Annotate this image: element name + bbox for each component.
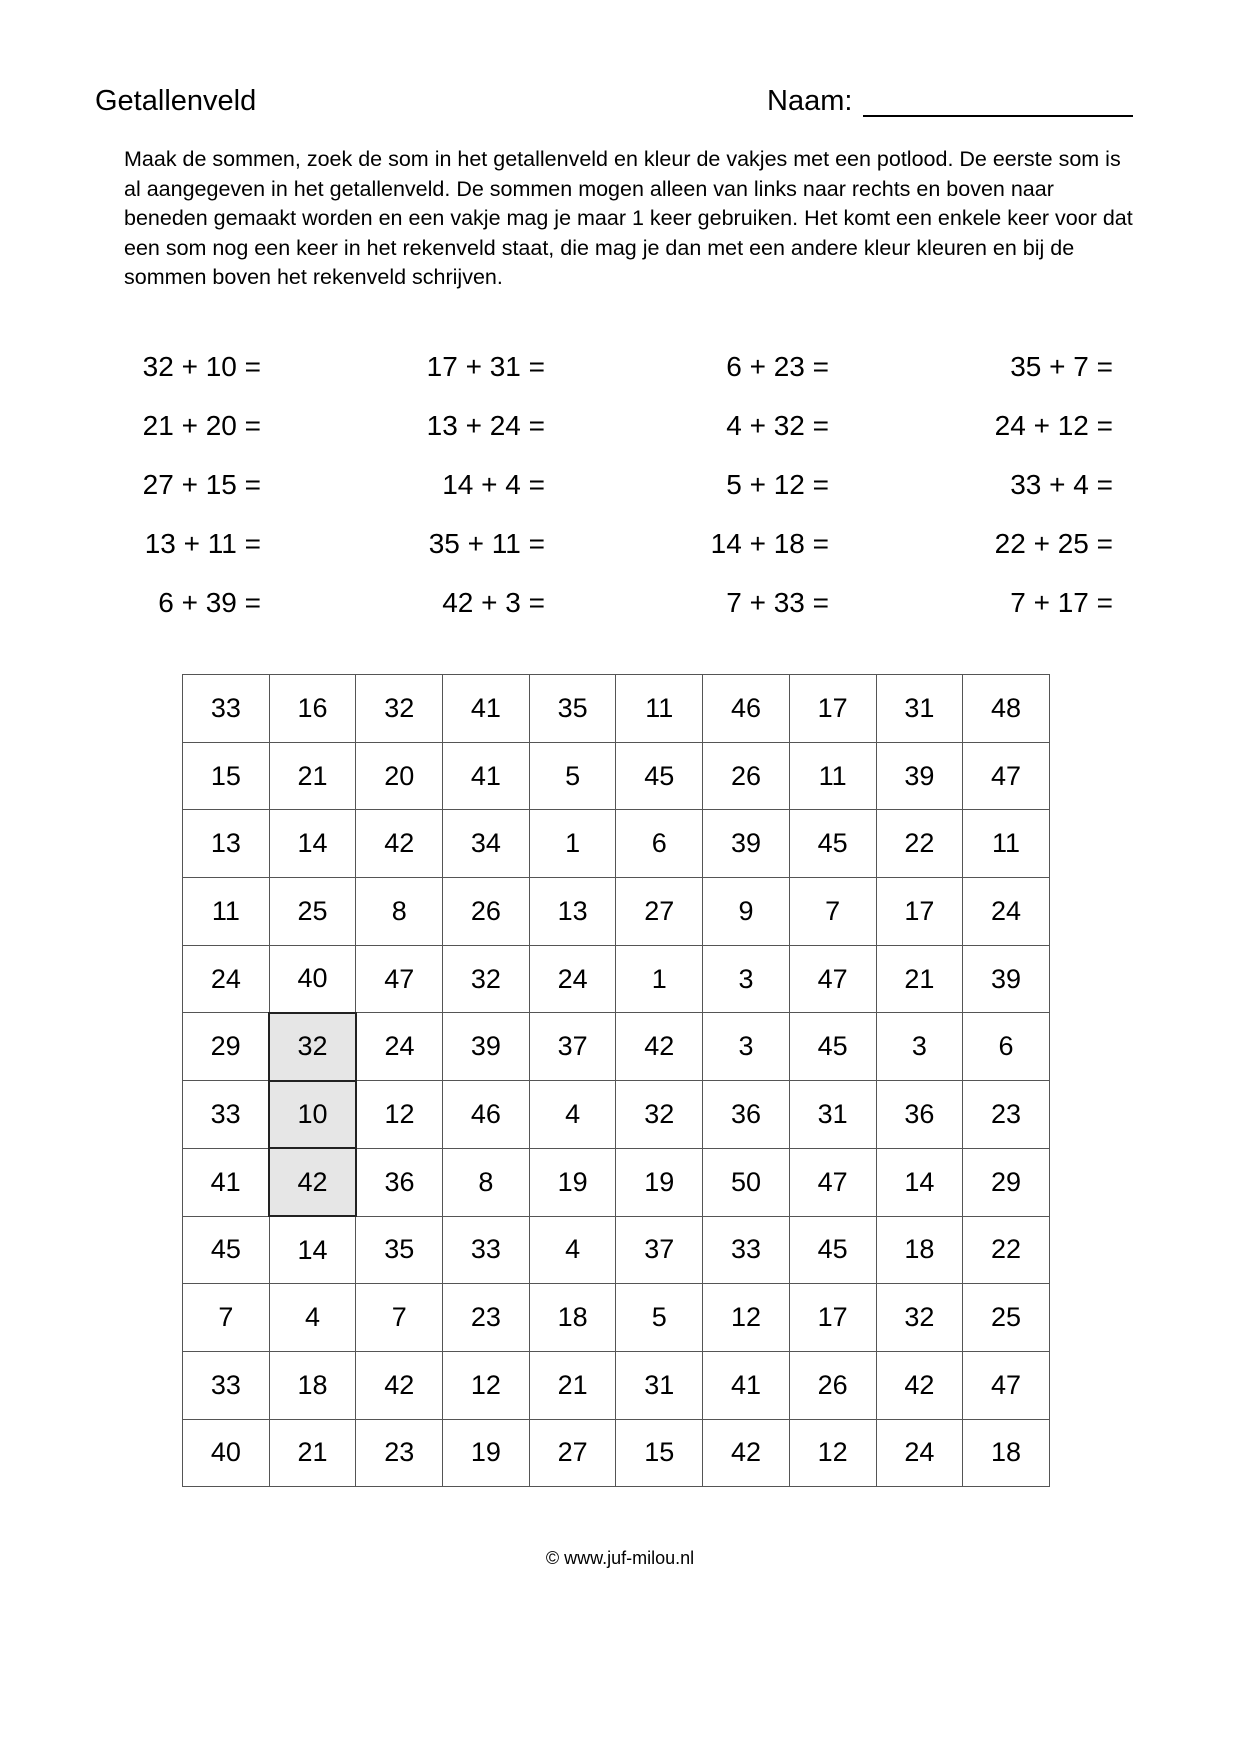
grid-cell[interactable]: 35 — [356, 1216, 443, 1284]
instructions: Maak de sommen, zoek de som in het getallenveld en kleur de vakjes met een potlood. De eerste som is al aangegeven in het getallenveld. De sommen mogen alleen van links naar rechts en boven naar beneden gemaakt worden en een vakje mag je maar 1 keer gebruiken. Het komt een enkele keer voor dat een som nog een keer in het rekenveld staat, die mag je dan met een andere kleur kleuren en bij de sommen boven het rekenveld schrijven. — [124, 147, 1133, 289]
grid-cell[interactable]: 5 — [616, 1284, 703, 1352]
grid-cell[interactable]: 50 — [703, 1148, 790, 1216]
grid-cell[interactable]: 47 — [356, 945, 443, 1013]
grid-cell[interactable]: 3 — [876, 1013, 963, 1081]
grid-cell[interactable]: 33 — [183, 1351, 270, 1419]
grid-cell[interactable]: 35 — [529, 675, 616, 743]
grid-cell[interactable]: 40 — [269, 945, 356, 1013]
grid-cell[interactable]: 47 — [963, 1351, 1050, 1419]
sum-item: 24 + 12 = — [994, 410, 1113, 441]
grid-cell[interactable]: 33 — [443, 1216, 530, 1284]
grid-cell[interactable]: 18 — [529, 1284, 616, 1352]
grid-row — [183, 675, 1050, 743]
grid-cell[interactable]: 32 — [356, 675, 443, 743]
grid-cell[interactable]: 45 — [183, 1216, 270, 1284]
grid-cell[interactable]: 42 — [616, 1013, 703, 1081]
grid-cell[interactable]: 20 — [356, 742, 443, 810]
grid-row — [183, 1216, 1050, 1284]
grid-cell[interactable]: 40 — [183, 1419, 270, 1487]
grid-cell[interactable]: 6 — [616, 810, 703, 878]
sum-item: 13 + 24 = — [426, 410, 545, 441]
grid-cell[interactable]: 6 — [963, 1013, 1050, 1081]
grid-cell[interactable]: 47 — [789, 1148, 876, 1216]
grid-cell[interactable]: 47 — [789, 945, 876, 1013]
grid-cell[interactable]: 12 — [789, 1419, 876, 1487]
grid-cell[interactable]: 26 — [703, 742, 790, 810]
grid-cell[interactable]: 14 — [876, 1148, 963, 1216]
grid-cell[interactable]: 26 — [443, 878, 530, 946]
grid-cell[interactable]: 45 — [789, 810, 876, 878]
grid-cell[interactable]: 27 — [529, 1419, 616, 1487]
grid-cell[interactable]: 34 — [443, 810, 530, 878]
sum-item: 14 + 18 = — [710, 528, 829, 559]
grid-cell[interactable]: 31 — [789, 1081, 876, 1149]
grid-cell[interactable]: 3 — [703, 1013, 790, 1081]
grid-cell[interactable]: 33 — [183, 675, 270, 743]
sum-item: 33 + 4 = — [1010, 469, 1113, 500]
grid-cell[interactable]: 32 — [616, 1081, 703, 1149]
grid-cell[interactable]: 33 — [183, 1081, 270, 1149]
grid-cell[interactable]: 41 — [443, 675, 530, 743]
grid-cell[interactable]: 33 — [703, 1216, 790, 1284]
grid-cell[interactable]: 14 — [269, 1216, 356, 1284]
grid-cell[interactable]: 25 — [963, 1284, 1050, 1352]
grid-cell[interactable]: 9 — [703, 878, 790, 946]
grid-cell[interactable]: 4 — [529, 1216, 616, 1284]
sum-item: 7 + 33 = — [726, 587, 829, 618]
grid-cell[interactable]: 31 — [876, 675, 963, 743]
sum-item: 27 + 15 = — [142, 469, 261, 500]
grid-cell[interactable]: 24 — [963, 878, 1050, 946]
grid-cell[interactable]: 42 — [356, 810, 443, 878]
grid-row — [183, 1284, 1050, 1352]
grid-cell[interactable]: 42 — [703, 1419, 790, 1487]
grid-cell[interactable]: 23 — [356, 1419, 443, 1487]
grid-row — [183, 1419, 1050, 1487]
sum-item: 4 + 32 = — [726, 410, 829, 441]
grid-cell[interactable]: 37 — [616, 1216, 703, 1284]
grid-cell[interactable]: 36 — [876, 1081, 963, 1149]
sum-item: 35 + 7 = — [1010, 351, 1113, 382]
grid-row — [183, 945, 1050, 1013]
grid-cell[interactable]: 7 — [356, 1284, 443, 1352]
grid-cell[interactable]: 3 — [703, 945, 790, 1013]
grid-cell[interactable]: 47 — [963, 742, 1050, 810]
grid-cell[interactable]: 42 — [876, 1351, 963, 1419]
grid-cell[interactable]: 1 — [529, 810, 616, 878]
grid-cell[interactable]: 11 — [789, 742, 876, 810]
sum-item: 5 + 12 = — [726, 469, 829, 500]
sum-item: 35 + 11 = — [428, 528, 545, 559]
sum-item: 6 + 39 = — [158, 587, 261, 618]
grid-cell[interactable]: 41 — [703, 1351, 790, 1419]
grid-cell[interactable]: 17 — [789, 675, 876, 743]
grid-cell-highlighted[interactable]: 32 — [269, 1013, 356, 1081]
grid-cell[interactable]: 45 — [789, 1013, 876, 1081]
grid-cell[interactable]: 12 — [703, 1284, 790, 1352]
grid-cell[interactable]: 42 — [356, 1351, 443, 1419]
grid-cell[interactable]: 21 — [529, 1351, 616, 1419]
grid-cell[interactable]: 25 — [269, 878, 356, 946]
grid-cell[interactable]: 19 — [529, 1148, 616, 1216]
grid-cell[interactable]: 22 — [876, 810, 963, 878]
grid-cell-highlighted[interactable]: 42 — [269, 1148, 356, 1216]
grid-cell[interactable]: 13 — [183, 810, 270, 878]
grid-cell[interactable]: 5 — [529, 742, 616, 810]
grid-cell[interactable]: 14 — [269, 810, 356, 878]
grid-cell[interactable]: 19 — [443, 1419, 530, 1487]
grid-cell[interactable]: 18 — [963, 1419, 1050, 1487]
grid-cell[interactable]: 32 — [443, 945, 530, 1013]
sum-item: 13 + 11 = — [144, 528, 261, 559]
grid-cell[interactable]: 22 — [963, 1216, 1050, 1284]
grid-cell[interactable]: 15 — [616, 1419, 703, 1487]
grid-cell[interactable]: 7 — [183, 1284, 270, 1352]
sum-item: 14 + 4 = — [442, 469, 545, 500]
name-input-line[interactable] — [863, 115, 1133, 117]
grid-cell[interactable]: 13 — [529, 878, 616, 946]
name-label: Naam: — [767, 85, 853, 117]
grid-cell[interactable]: 24 — [876, 1419, 963, 1487]
grid-row — [183, 1148, 1050, 1216]
grid-cell[interactable]: 48 — [963, 675, 1050, 743]
footer-copyright: © www.juf-milou.nl — [545, 1548, 695, 1568]
grid-row — [183, 742, 1050, 810]
grid-cell[interactable]: 11 — [183, 878, 270, 946]
grid-cell-highlighted[interactable]: 10 — [269, 1081, 356, 1149]
grid-cell[interactable]: 21 — [269, 742, 356, 810]
grid-cell[interactable]: 21 — [876, 945, 963, 1013]
grid-cell[interactable]: 39 — [963, 945, 1050, 1013]
grid-cell[interactable]: 32 — [876, 1284, 963, 1352]
grid-cell[interactable]: 39 — [876, 742, 963, 810]
sum-item: 6 + 23 = — [726, 351, 829, 382]
page-title: Getallenveld — [95, 85, 257, 117]
grid-cell[interactable]: 17 — [789, 1284, 876, 1352]
grid-cell[interactable]: 4 — [529, 1081, 616, 1149]
grid-cell[interactable]: 24 — [356, 1013, 443, 1081]
sum-item: 22 + 25 = — [994, 528, 1113, 559]
grid-cell[interactable]: 41 — [183, 1148, 270, 1216]
grid-row — [183, 878, 1050, 946]
grid-row — [183, 810, 1050, 878]
grid-cell[interactable]: 45 — [616, 742, 703, 810]
grid-row — [183, 1013, 1050, 1081]
grid-row — [183, 1351, 1050, 1419]
grid-cell[interactable]: 26 — [789, 1351, 876, 1419]
sum-item: 42 + 3 = — [442, 587, 545, 618]
grid-cell[interactable]: 17 — [876, 878, 963, 946]
grid-cell[interactable]: 39 — [443, 1013, 530, 1081]
grid-cell[interactable]: 46 — [703, 675, 790, 743]
grid-cell[interactable]: 36 — [703, 1081, 790, 1149]
grid-cell[interactable]: 41 — [443, 742, 530, 810]
grid-cell[interactable]: 21 — [269, 1419, 356, 1487]
grid-cell[interactable]: 24 — [529, 945, 616, 1013]
grid-cell[interactable]: 11 — [963, 810, 1050, 878]
grid-cell[interactable]: 8 — [356, 878, 443, 946]
grid-row — [183, 1081, 1050, 1149]
grid-cell[interactable]: 24 — [183, 945, 270, 1013]
grid-cell[interactable]: 39 — [703, 810, 790, 878]
grid-cell[interactable]: 23 — [963, 1081, 1050, 1149]
grid-cell[interactable]: 12 — [443, 1351, 530, 1419]
sum-item: 7 + 17 = — [1010, 587, 1113, 618]
grid-cell[interactable]: 18 — [876, 1216, 963, 1284]
grid-cell[interactable]: 15 — [183, 742, 270, 810]
grid-cell[interactable]: 8 — [443, 1148, 530, 1216]
grid-cell[interactable]: 31 — [616, 1351, 703, 1419]
grid-cell[interactable]: 29 — [183, 1013, 270, 1081]
grid-cell[interactable]: 27 — [616, 878, 703, 946]
grid-cell[interactable]: 4 — [269, 1284, 356, 1352]
sum-item: 17 + 31 = — [426, 351, 545, 382]
grid-cell[interactable]: 36 — [356, 1148, 443, 1216]
grid-cell[interactable]: 19 — [616, 1148, 703, 1216]
grid-cell[interactable]: 23 — [443, 1284, 530, 1352]
number-grid — [182, 674, 1050, 1487]
grid-cell[interactable]: 18 — [269, 1351, 356, 1419]
grid-cell[interactable]: 45 — [789, 1216, 876, 1284]
sum-item: 21 + 20 = — [142, 410, 261, 441]
grid-cell[interactable]: 29 — [963, 1148, 1050, 1216]
grid-cell[interactable]: 12 — [356, 1081, 443, 1149]
grid-cell[interactable]: 7 — [789, 878, 876, 946]
grid-cell[interactable]: 1 — [616, 945, 703, 1013]
grid-cell[interactable]: 16 — [269, 675, 356, 743]
sum-item: 32 + 10 = — [142, 351, 261, 382]
grid-cell[interactable]: 37 — [529, 1013, 616, 1081]
grid-cell[interactable]: 11 — [616, 675, 703, 743]
grid-cell[interactable]: 46 — [443, 1081, 530, 1149]
